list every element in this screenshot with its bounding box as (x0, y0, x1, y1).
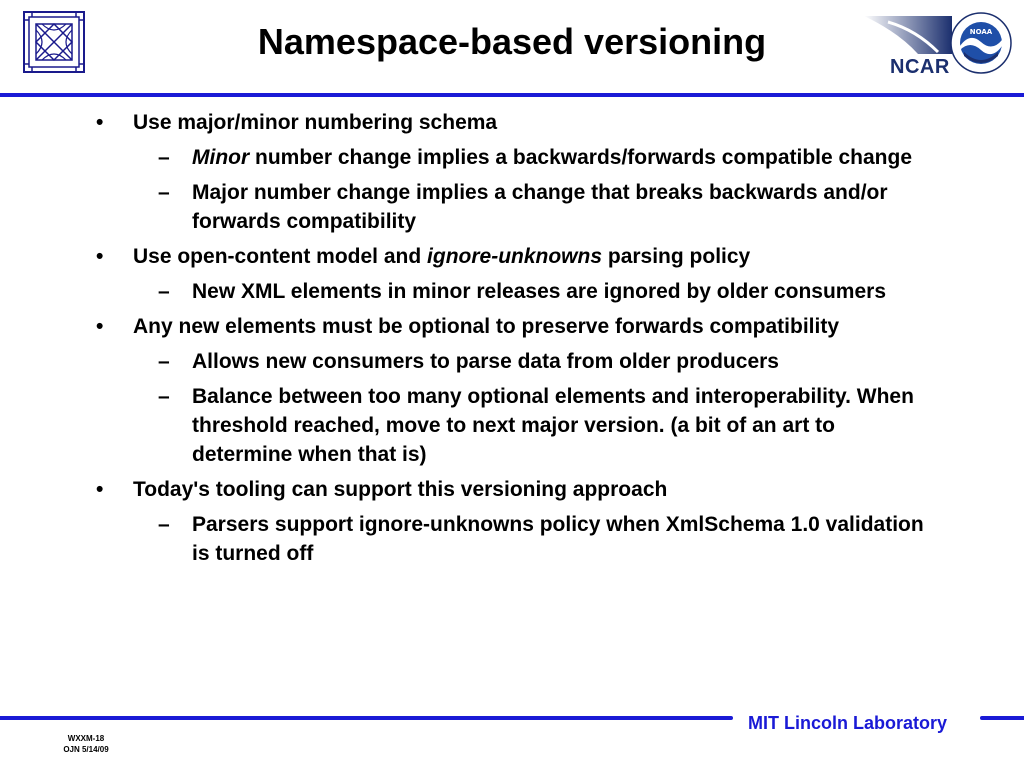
noaa-logo (950, 12, 1012, 74)
header-divider (0, 93, 1024, 97)
bullet-text-tail: parsing policy (602, 245, 751, 268)
dash-marker: – (158, 350, 170, 373)
dash-marker: – (158, 280, 170, 303)
bullet-item (0, 312, 933, 341)
slide-title: Namespace-based versioning (257, 21, 767, 62)
bullet-text: Use open-content model and (133, 245, 428, 268)
sub-bullet-item (0, 143, 938, 172)
sub-bullet-item (0, 347, 938, 376)
sub-bullet-item (0, 277, 938, 306)
slide-body (0, 108, 1024, 568)
dash-marker: – (158, 385, 170, 408)
bullet-item (0, 475, 933, 504)
sub-bullet-text: number change implies a backwards/forwards compatible change (249, 146, 913, 169)
bullet-marker: • (96, 111, 104, 134)
sub-bullet-item (0, 178, 938, 236)
dash-marker: – (158, 146, 170, 169)
emphasis-text: ignore-unknowns (427, 245, 603, 268)
sub-bullet-item (0, 382, 938, 469)
bullet-item (0, 108, 933, 137)
bullet-marker: • (96, 245, 104, 268)
bullet-text: Use major/minor numbering schema (133, 111, 498, 134)
dash-marker: – (158, 513, 170, 536)
footer-slide-id (48, 733, 124, 755)
emphasis-text: Minor (192, 146, 250, 169)
footer-divider-right (980, 716, 1024, 720)
footer-divider-left (0, 716, 733, 720)
bullet-item (0, 242, 933, 271)
ncar-wordmark: NCAR (890, 56, 950, 78)
footer-lab-name: MIT Lincoln Laboratory (748, 713, 948, 733)
bullet-text: Today's tooling can support this versioning approach (133, 478, 668, 501)
author-date: OJN 5/14/09 (63, 745, 109, 754)
mit-ll-emblem-icon (22, 10, 86, 74)
sub-bullet-text: Major number change implies a change that breaks backwards and/or forwards compatibility (192, 181, 888, 233)
bullet-marker: • (96, 478, 104, 501)
sub-bullet-item (0, 510, 938, 568)
slide-number: WXXM-18 (67, 734, 105, 743)
noaa-label: NOAA (969, 28, 993, 36)
sub-bullet-text: Allows new consumers to parse data from older producers (192, 350, 779, 373)
sub-bullet-text: New XML elements in minor releases are ignored by older consumers (192, 280, 887, 303)
sub-bullet-text: Parsers support ignore-unknowns policy when XmlSchema 1.0 validation is turned off (192, 513, 924, 565)
dash-marker: – (158, 181, 170, 204)
sub-bullet-text: Balance between too many optional elements and interoperability. When threshold reached, move to next major version. (a bit of an art to determine when that is) (192, 385, 914, 466)
bullet-marker: • (96, 315, 104, 338)
bullet-text: Any new elements must be optional to preserve forwards compatibility (133, 315, 839, 338)
